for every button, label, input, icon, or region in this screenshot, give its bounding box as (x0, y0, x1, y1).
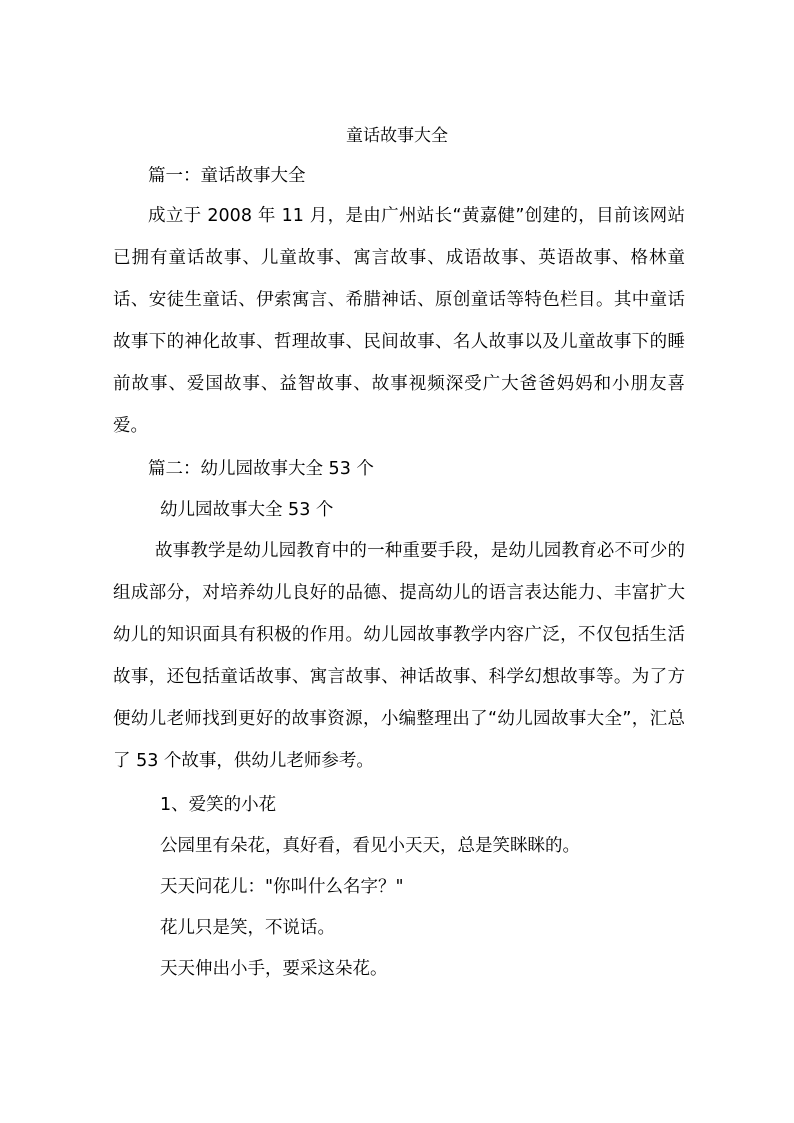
story1-title: 1、爱笑的小花 (160, 795, 277, 815)
section1-paragraph: 成立于 2008 年 11 月，是由广州站长“黄嘉健”创建的，目前该网站已拥有童话故事、儿童故事、寓言故事、成语故事、英语故事、格林童话、安徒生童话、伊索寓言、希腊神话、原创童话等特色栏目。其中童话故事下的神化故事、哲理故事、民间故事、名人故事以及儿童故事下的睡前故事、爱国故事、益智故事、故事视频深受广大爸爸妈妈和小朋友喜爱。 (113, 206, 685, 436)
section2-paragraph: 故事教学是幼儿园教育中的一种重要手段，是幼儿园教育必不可少的组成部分，对培养幼儿良好的品德、提高幼儿的语言表达能力、丰富扩大幼儿的知识面具有积极的作用。幼儿园故事教学内容广泛，不仅包括生活故事，还包括童话故事、寓言故事、神话故事、科学幻想故事等。为了方便幼儿老师找到更好的故事资源，小编整理出了“幼儿园故事大全”，汇总了 53 个故事，供幼儿老师参考。 (113, 541, 685, 771)
section2-heading: 篇二：幼儿园故事大全 53 个 (148, 459, 374, 479)
section2-subtitle: 幼儿园故事大全 53 个 (160, 500, 334, 520)
section1-heading: 篇一：童话故事大全 (148, 166, 306, 186)
story1-line: 天天伸出小手，要采这朵花。 (160, 959, 388, 979)
story1-line: 天天问花儿："你叫什么名字？" (160, 877, 404, 897)
story1-line: 公园里有朵花，真好看，看见小天天，总是笑眯眯的。 (160, 836, 580, 856)
story1-line: 花儿只是笑，不说话。 (160, 918, 335, 938)
document-title: 童话故事大全 (346, 126, 448, 146)
